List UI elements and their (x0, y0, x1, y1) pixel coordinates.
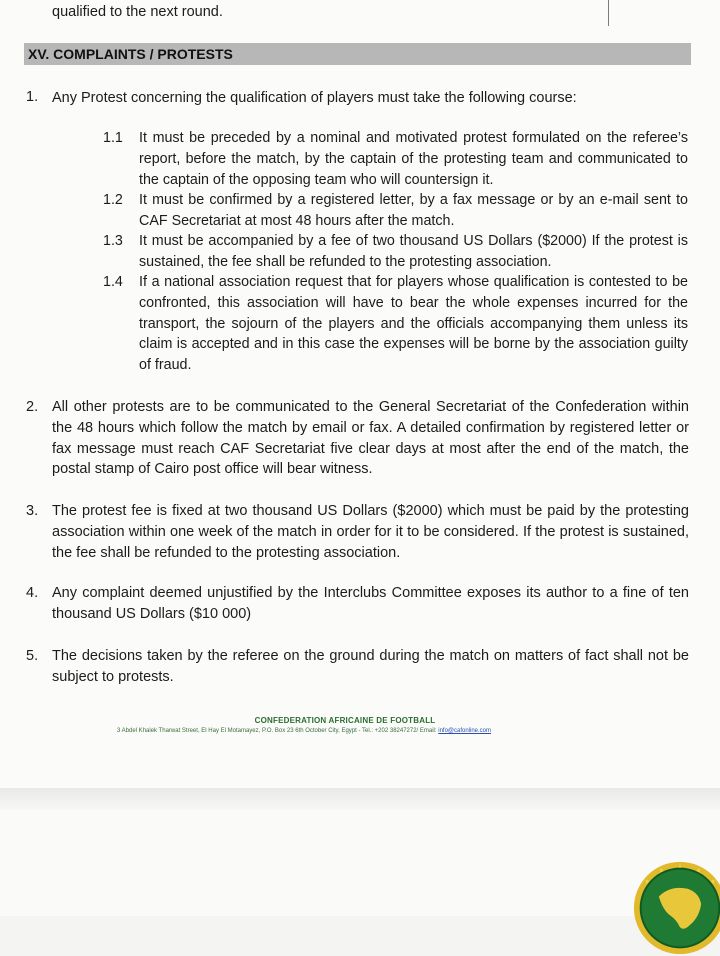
page-gap (0, 788, 720, 810)
subitem-number: 1.1 (103, 130, 123, 146)
next-page (0, 810, 720, 916)
item-number: 4. (26, 585, 39, 601)
margin-line (608, 0, 609, 26)
section-header (24, 43, 691, 65)
subitem-text: It must be preceded by a nominal and motivated protest formulated on the referee’s report, before the match, by the captain of the protesting team and communicated to the captain of the opposing team who will countersign it. (139, 130, 688, 188)
item-number: 2. (26, 399, 39, 415)
item-text: The protest fee is fixed at two thousand US Dollars ($2000) which must be paid by the protesting association within one week of the match in order for it to be considered. If the protest is sustained, the fee shall be refunded to the protesting association. (52, 503, 689, 561)
section-title: XV. COMPLAINTS / PROTESTS (28, 46, 233, 62)
item-text: All other protests are to be communicated to the General Secretariat of the Confederation within the 48 hours which follow the match by email or fax. A detailed confirmation by registered letter or fax message must reach CAF Secretariat five clear days at most after the end of the match, the postal stamp of Cairo post office will bear witness. (52, 399, 689, 478)
footer-organization: CONFEDERATION AFRICAINE DE FOOTBALL (254, 716, 436, 725)
footer-address (117, 728, 491, 734)
item-text: Any Protest concerning the qualification of players must take the following course: (52, 90, 577, 106)
item-text: Any complaint deemed unjustified by the Interclubs Committee exposes its author to a fine of ten thousand US Dollars ($10 000) (52, 585, 689, 622)
subitem-number: 1.3 (103, 233, 123, 249)
item-number: 3. (26, 503, 39, 519)
item-number: 1. (26, 89, 39, 105)
subitem-text: It must be confirmed by a registered letter, by a fax message or by an e-mail sent to CAF Secretariat at most 48 hours after the match. (139, 192, 688, 229)
item-text: The decisions taken by the referee on the ground during the match on matters of fact shall not be subject to protests. (52, 648, 689, 685)
footer-address-text: 3 Abdel Khalek Tharwat Street, El Hay El Motamayez, P.O. Box 23 6th October City, Egypt - Tel.: +202 38247272/ Email: (117, 728, 439, 734)
footer-email-link[interactable]: info@cafonline.com (438, 728, 492, 734)
subitem-number: 1.4 (103, 274, 123, 290)
item-number: 5. (26, 648, 39, 664)
subitem-text: If a national association request that for players whose qualification is contested to be confronted, this association will have to bear the whole expenses incurred for the transport, the sojourn of the players and the officials accompanying them unless its claim is accepted and in this case the expenses will be borne by the association guilty of fraud. (139, 274, 688, 374)
subitem-number: 1.2 (103, 192, 123, 208)
caf-logo-icon (632, 860, 720, 956)
subitem-text: It must be accompanied by a fee of two thousand US Dollars ($2000) If the protest is sustained, the fee shall be refunded to the protesting association. (139, 233, 688, 270)
previous-text-line: qualified to the next round. (52, 4, 223, 20)
